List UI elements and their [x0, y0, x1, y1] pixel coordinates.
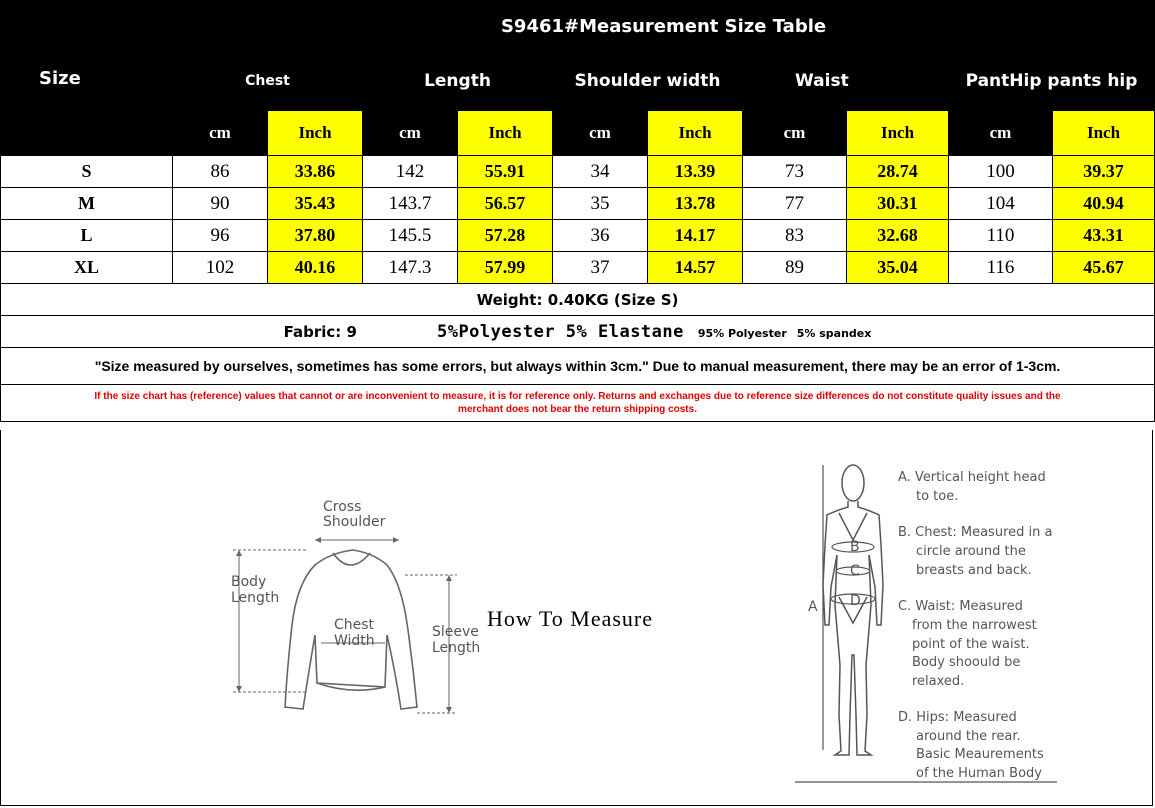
length-cm-cell: 147.3: [363, 252, 458, 284]
waist-cm-cell: 83: [743, 220, 847, 252]
chest-inch-cell: 33.86: [268, 156, 363, 188]
body-length-label: Body: [231, 574, 267, 590]
sleeve-length-label: Sleeve: [432, 624, 479, 640]
size-cell: M: [1, 188, 173, 220]
shoulder-cm-cell: 34: [553, 156, 648, 188]
unit-inch: Inch: [268, 111, 363, 156]
hip-inch-cell: 39.37: [1053, 156, 1155, 188]
chest-cm-cell: 102: [173, 252, 268, 284]
chest-inch-cell: 37.80: [268, 220, 363, 252]
length-inch-cell: 55.91: [458, 156, 553, 188]
table-row: [1, 252, 1155, 284]
shoulder-header: Shoulder width: [553, 52, 743, 111]
unit-cm: cm: [363, 111, 458, 156]
chest-width-label: Chest: [334, 617, 375, 633]
shoulder-cm-cell: 35: [553, 188, 648, 220]
legend-b-line: B. Chest: Measured in a: [898, 525, 1053, 540]
legend-d-line: D. Hips: Measured: [898, 710, 1017, 725]
unit-cm: cm: [949, 111, 1053, 156]
warning-text: If the size chart has (reference) values that cannot or are inconvenient to measure, it is for reference only. Returns and exchanges due to reference size differences do not constitute quality issues and the merchant does not bear the return shipping costs.: [94, 391, 1061, 415]
size-cell: XL: [1, 252, 173, 284]
legend-c-line: Body shoould be: [912, 655, 1021, 670]
unit-inch: Inch: [458, 111, 553, 156]
shoulder-cm-cell: 36: [553, 220, 648, 252]
hip-cm-cell: 104: [949, 188, 1053, 220]
hip-inch-cell: 45.67: [1053, 252, 1155, 284]
waist-cm-cell: 73: [743, 156, 847, 188]
chest-inch-cell: 35.43: [268, 188, 363, 220]
size-cell: L: [1, 220, 173, 252]
hip-inch-cell: 43.31: [1053, 220, 1155, 252]
shoulder-inch-cell: 14.57: [648, 252, 743, 284]
unit-inch: Inch: [648, 111, 743, 156]
length-cm-cell: 142: [363, 156, 458, 188]
waist-inch-cell: 30.31: [847, 188, 949, 220]
hip-cm-cell: 100: [949, 156, 1053, 188]
chest-cm-cell: 90: [173, 188, 268, 220]
legend-d-line: around the rear.: [916, 729, 1021, 744]
legend-c-line: C. Waist: Measured: [898, 599, 1023, 614]
chest-width-label: Width: [334, 633, 375, 649]
body-letter-d: D: [850, 593, 861, 609]
measurement-note: "Size measured by ourselves, sometimes has some errors, but always within 3cm." Due to manual measurement, there may be an error of 1-3cm.: [1, 348, 1155, 385]
sleeve-length-label: Length: [432, 640, 481, 656]
legend-c-line: relaxed.: [912, 674, 965, 689]
body-letter-b: B: [850, 539, 860, 555]
fabric-label: Fabric: 9: [283, 322, 357, 341]
table-title: S9461#Measurement Size Table: [173, 1, 1155, 52]
body-letter-a: A: [808, 599, 818, 615]
unit-cm: cm: [743, 111, 847, 156]
legend-d-line: of the Human Body: [916, 766, 1042, 781]
unit-inch: Inch: [1053, 111, 1155, 156]
hip-inch-cell: 40.94: [1053, 188, 1155, 220]
legend-b-line: circle around the: [916, 544, 1026, 559]
body-diagram: [795, 455, 1065, 785]
length-cm-cell: 145.5: [363, 220, 458, 252]
table-row: [1, 220, 1155, 252]
waist-cm-cell: 89: [743, 252, 847, 284]
fabric-polyester: 95% Polyester: [697, 326, 787, 340]
chest-header: Chest: [173, 52, 363, 111]
body-letter-c: C: [850, 563, 860, 579]
legend-a-line: A. Vertical height head: [898, 470, 1046, 485]
length-inch-cell: 56.57: [458, 188, 553, 220]
chest-inch-cell: 40.16: [268, 252, 363, 284]
unit-inch: Inch: [847, 111, 949, 156]
length-inch-cell: 57.28: [458, 220, 553, 252]
return-policy-warning: [1, 385, 1155, 422]
weight-row: Weight: 0.40KG (Size S): [1, 284, 1155, 316]
length-inch-cell: 57.99: [458, 252, 553, 284]
unit-cm: cm: [553, 111, 648, 156]
fabric-composition: 5%Polyester 5% Elastane: [436, 321, 684, 342]
legend-d-line: Basic Meaurements: [916, 747, 1044, 762]
fabric-spandex: 5% spandex: [796, 326, 872, 340]
table-row: [1, 188, 1155, 220]
hip-cm-cell: 116: [949, 252, 1053, 284]
waist-inch-cell: 28.74: [847, 156, 949, 188]
shoulder-inch-cell: 13.78: [648, 188, 743, 220]
legend-a-line: to toe.: [916, 489, 959, 504]
size-cell: S: [1, 156, 173, 188]
cross-shoulder-label: Cross: [323, 499, 362, 515]
table-row: [1, 156, 1155, 188]
chest-cm-cell: 96: [173, 220, 268, 252]
unit-cm: cm: [173, 111, 268, 156]
fabric-row: [1, 316, 1155, 348]
waist-inch-cell: 35.04: [847, 252, 949, 284]
garment-diagram: [225, 495, 485, 725]
waist-cm-cell: 77: [743, 188, 847, 220]
shoulder-inch-cell: 13.39: [648, 156, 743, 188]
waist-header: Waist: [743, 52, 949, 111]
legend-c-line: from the narrowest: [912, 618, 1037, 633]
waist-inch-cell: 32.68: [847, 220, 949, 252]
chest-cm-cell: 86: [173, 156, 268, 188]
hip-header: PantHip pants hip: [949, 52, 1155, 111]
legend-b-line: breasts and back.: [916, 563, 1032, 578]
length-cm-cell: 143.7: [363, 188, 458, 220]
length-header: Length: [363, 52, 553, 111]
cross-shoulder-label: Shoulder: [323, 514, 386, 530]
body-length-label: Length: [231, 590, 280, 606]
shoulder-inch-cell: 14.17: [648, 220, 743, 252]
legend-c-line: point of the waist.: [912, 637, 1030, 652]
size-header: Size: [1, 1, 173, 156]
shoulder-cm-cell: 37: [553, 252, 648, 284]
hip-cm-cell: 110: [949, 220, 1053, 252]
how-to-measure-title: How To Measure: [487, 606, 654, 631]
